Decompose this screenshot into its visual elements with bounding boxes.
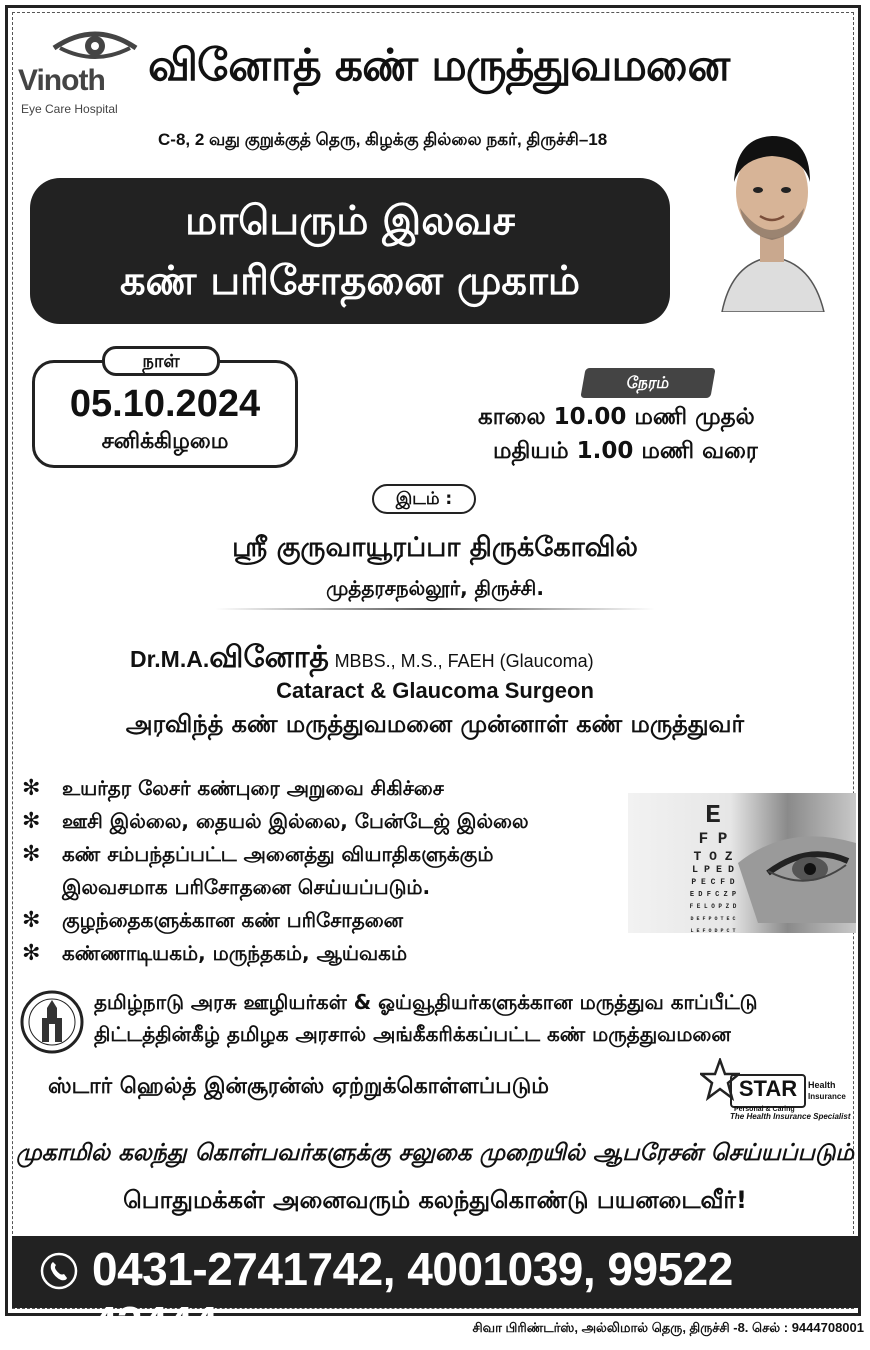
banner-line-1: மாபெரும் இலவச (185, 198, 515, 244)
date-box (32, 360, 298, 468)
printer-credit: சிவா பிரிண்டர்ஸ், அல்லிமால் தெரு, திருச்சி -8. செல் : 9444708001 (472, 1320, 864, 1335)
eye-logo-icon (50, 26, 140, 68)
asterisk-icon: ✻ (22, 941, 41, 966)
list-item (22, 937, 622, 970)
insurance-accepted: ஸ்டார் ஹெல்த் இன்சூரன்ஸ் ஏற்றுக்கொள்ளப்படும் (48, 1074, 549, 1099)
service-text: கண் சம்பந்தப்பட்ட அனைத்து வியாதிகளுக்கும் (62, 842, 494, 866)
time-end: மதியம் 1.00 மணி வரை (493, 438, 758, 464)
list-item (22, 772, 622, 805)
govt-approval (94, 986, 854, 1050)
eye-chart-image (628, 793, 856, 933)
doctor-name-line (130, 640, 594, 679)
logo-name: Vinoth (18, 64, 105, 97)
hospital-title: வினோத் கண் மருத்துவமனை (148, 40, 730, 91)
asterisk-icon: ✻ (22, 776, 41, 801)
venue-place: முத்தரசநல்லூர், திருச்சி. (326, 576, 544, 600)
chart-row: D E F P O T E C (690, 916, 736, 922)
doctor-prefix: Dr.M.A. (130, 646, 210, 672)
chart-row: L P E D (691, 865, 734, 876)
chart-row: T O Z (693, 849, 733, 864)
star-wordmark: STAR (730, 1074, 806, 1108)
star-health-text: Health (808, 1080, 836, 1090)
tamil-nadu-emblem-icon (20, 988, 84, 1056)
venue-name: ஸ்ரீ குருவாயூரப்பா திருக்கோவில் (232, 532, 638, 563)
service-text: உயர்தர லேசர் கண்புரை அறுவை சிகிச்சை (62, 776, 444, 800)
camp-date: 05.10.2024 (69, 383, 261, 425)
camp-banner (30, 178, 670, 324)
asterisk-icon: ✻ (22, 809, 41, 834)
list-item (22, 871, 622, 904)
list-item (22, 838, 622, 871)
chart-row: F E L O P Z D (689, 903, 737, 910)
date-label: நாள் (102, 346, 220, 376)
doctor-name: வினோத் (209, 640, 329, 675)
doctor-specialty: Cataract & Glaucoma Surgeon (276, 678, 594, 703)
chart-row: E (705, 800, 721, 830)
chart-row: L E F O D P C T (690, 928, 736, 933)
list-item (22, 805, 622, 838)
camp-day: சனிக்கிழமை (101, 429, 229, 454)
service-text: கண்ணாடியகம், மருந்தகம், ஆய்வகம் (62, 941, 408, 965)
phone-numbers[interactable]: 0431-2741742, 4001039, 99522 43444 (92, 1243, 733, 1349)
services-list (22, 772, 622, 970)
star-insurance-text: Insurance (808, 1092, 846, 1101)
govt-line-1: தமிழ்நாடு அரசு ஊழியர்கள் & ஓய்வூதியர்களுக்கான மருத்துவ காப்பீட்டு (94, 990, 758, 1014)
venue-label: இடம் : (372, 484, 476, 514)
asterisk-icon: ✻ (22, 842, 41, 867)
star-tag: Personal & Caring (734, 1106, 795, 1113)
banner-line-2: கண் பரிசோதனை முகாம் (119, 258, 581, 304)
phone-icon (40, 1252, 78, 1290)
govt-line-2: திட்டத்தின்கீழ் தமிழக அரசால் அங்கீகரிக்கப்பட்ட கண் மருத்துவமனை (94, 1022, 731, 1046)
chart-row: E D F C Z P (689, 891, 737, 899)
chart-row: F P (698, 830, 728, 848)
star-tagline: The Health Insurance Specialist (730, 1112, 851, 1121)
hospital-address: C-8, 2 வது குறுக்குத் தெரு, கிழக்கு தில்லை நகர், திருச்சி–18 (158, 130, 608, 149)
service-text: ஊசி இல்லை, தையல் இல்லை, பேன்டேஜ் இல்லை (62, 809, 529, 833)
time-label: நேரம் (580, 368, 715, 398)
eye-closeup-icon (738, 803, 856, 923)
service-text: குழந்தைகளுக்கான கண் பரிசோதனை (62, 908, 404, 932)
doctor-qualification: MBBS., M.S., FAEH (Glaucoma) (334, 651, 594, 671)
discount-notice: முகாமில் கலந்து கொள்பவர்களுக்கு சலுகை முறையில் ஆபரேசன் செய்யப்படும் (16, 1140, 854, 1166)
hospital-logo (18, 26, 148, 121)
time-start: காலை 10.00 மணி முதல் (478, 404, 755, 430)
public-invite: பொதுமக்கள் அனைவரும் கலந்துகொண்டு பயனடைவீர்! (123, 1186, 747, 1214)
list-item (22, 904, 622, 937)
logo-subtitle: Eye Care Hospital (21, 102, 118, 116)
doctor-former-role: அரவிந்த் கண் மருத்துவமனை முன்னாள் கண் மருத்துவர் (125, 710, 745, 738)
asterisk-icon: ✻ (22, 908, 41, 933)
chart-row: P E C F D (691, 878, 735, 887)
doctor-photo (712, 112, 832, 312)
star-health-logo (700, 1058, 850, 1122)
service-text: இலவசமாக பரிசோதனை செய்யப்படும். (62, 875, 431, 899)
divider (215, 608, 655, 610)
